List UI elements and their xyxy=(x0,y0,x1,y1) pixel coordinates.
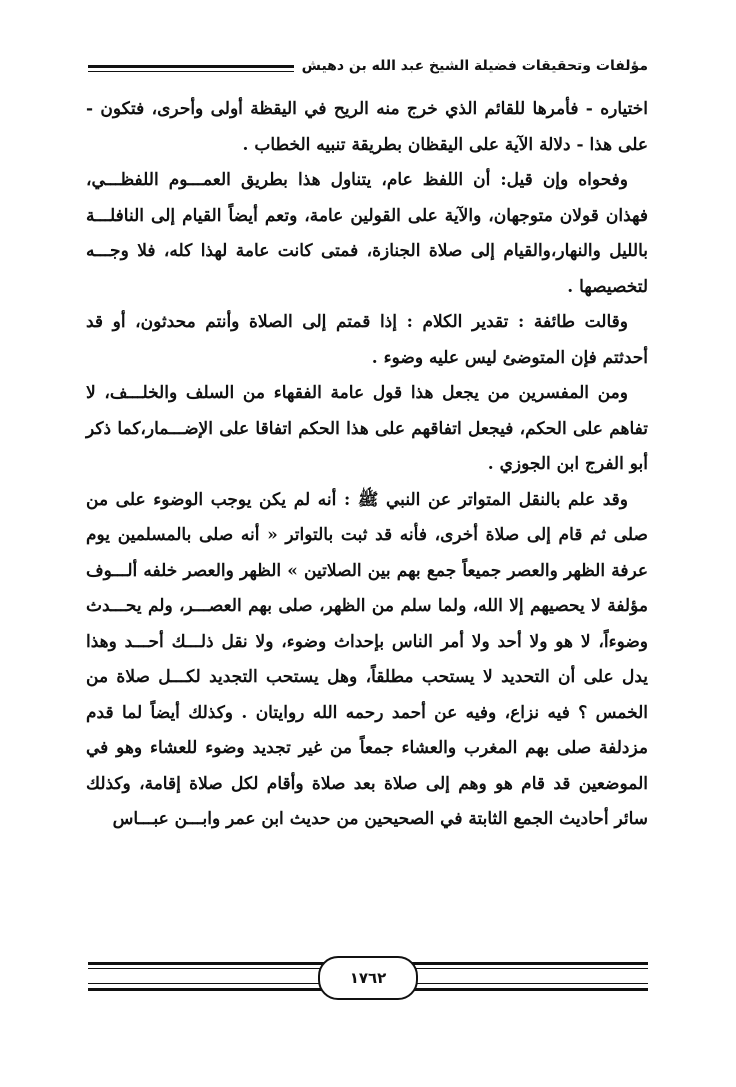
running-header xyxy=(88,56,648,82)
paragraph-4: ومن المفسرين من يجعل هذا قول عامة الفقهاء من السلف والخلـــف، لا تفاهم على الحكم، فيجعل اتفاقهم على هذا الحكم اتفاقا على الإضـــمار،كما ذكر أبو الفرج ابن الجوزي . xyxy=(86,383,648,474)
book-series-title: مؤلفات وتحقيقات فضيلة الشيخ عبد الله بن دهيش xyxy=(294,58,648,74)
page-body xyxy=(86,92,648,838)
paragraph-1: اختياره - فأمرها للقائم الذي خرج منه الريح في اليقظة أولى وأحرى، فتكون - على هذا - دلالة الآية على اليقظان بطريقة تنبيه الخطاب . xyxy=(86,99,648,155)
paragraph-3: وقالت طائفة : تقدير الكلام : إذا قمتم إلى الصلاة وأنتم محدثون، أو قد أحدثتم فإن المتوضئ ليس عليه وضوء . xyxy=(86,312,648,368)
page-number: ١٧٦٢ xyxy=(349,969,387,987)
paragraph-2: وفحواه وإن قيل: أن اللفظ عام، يتناول هذا بطريق العمـــوم اللفظـــي، فهذان قولان متوجهان، والآية على القولين عامة، وتعم أيضاً القيام إلى النافلـــة بالليل والنهار،والقيام إلى صلاة الجنازة، فمتى كانت عامة لهذا كله، فلا وجـــه لتخصيصها . xyxy=(86,170,648,297)
paragraph-5: وقد علم بالنقل المتواتر عن النبي ﷺ : أنه لم يكن يوجب الوضوء على من صلى ثم قام إلى صلاة أخرى، فأنه قد ثبت بالتواتر « أنه صلى بالمسلمين يوم عرفة الظهر والعصر جميعاً جمع بهم بين الصلاتين » الظهر والعصر خلفه ألـــوف مؤلفة لا يحصيهم إلا الله، ولما سلم من الظهر، صلى بهم العصـــر، ولم يحـــدث وضوءاً، لا هو ولا أحد ولا أمر الناس بإحداث وضوء، ولا نقل ذلـــك أحـــد وهذا يدل على أن التحديد لا يستحب مطلقاً، وهل يستحب التجديد لكـــل صلاة من الخمس ؟ فيه نزاع، وفيه عن أحمد رحمه الله روايتان . وكذلك أيضاً لما قدم مزدلفة صلى بهم المغرب والعشاء جمعاً من غير تجديد وضوء للعشاء وهو في الموضعين قد قام هو وهم إلى صلاة بعد صلاة وأقام لكل صلاة إقامة، وكذلك سائر أحاديث الجمع الثابتة في الصحيحين من حديث ابن عمر وابـــن عبـــاس xyxy=(86,489,648,829)
page-footer xyxy=(88,962,648,1002)
page-number-badge xyxy=(318,956,418,1000)
